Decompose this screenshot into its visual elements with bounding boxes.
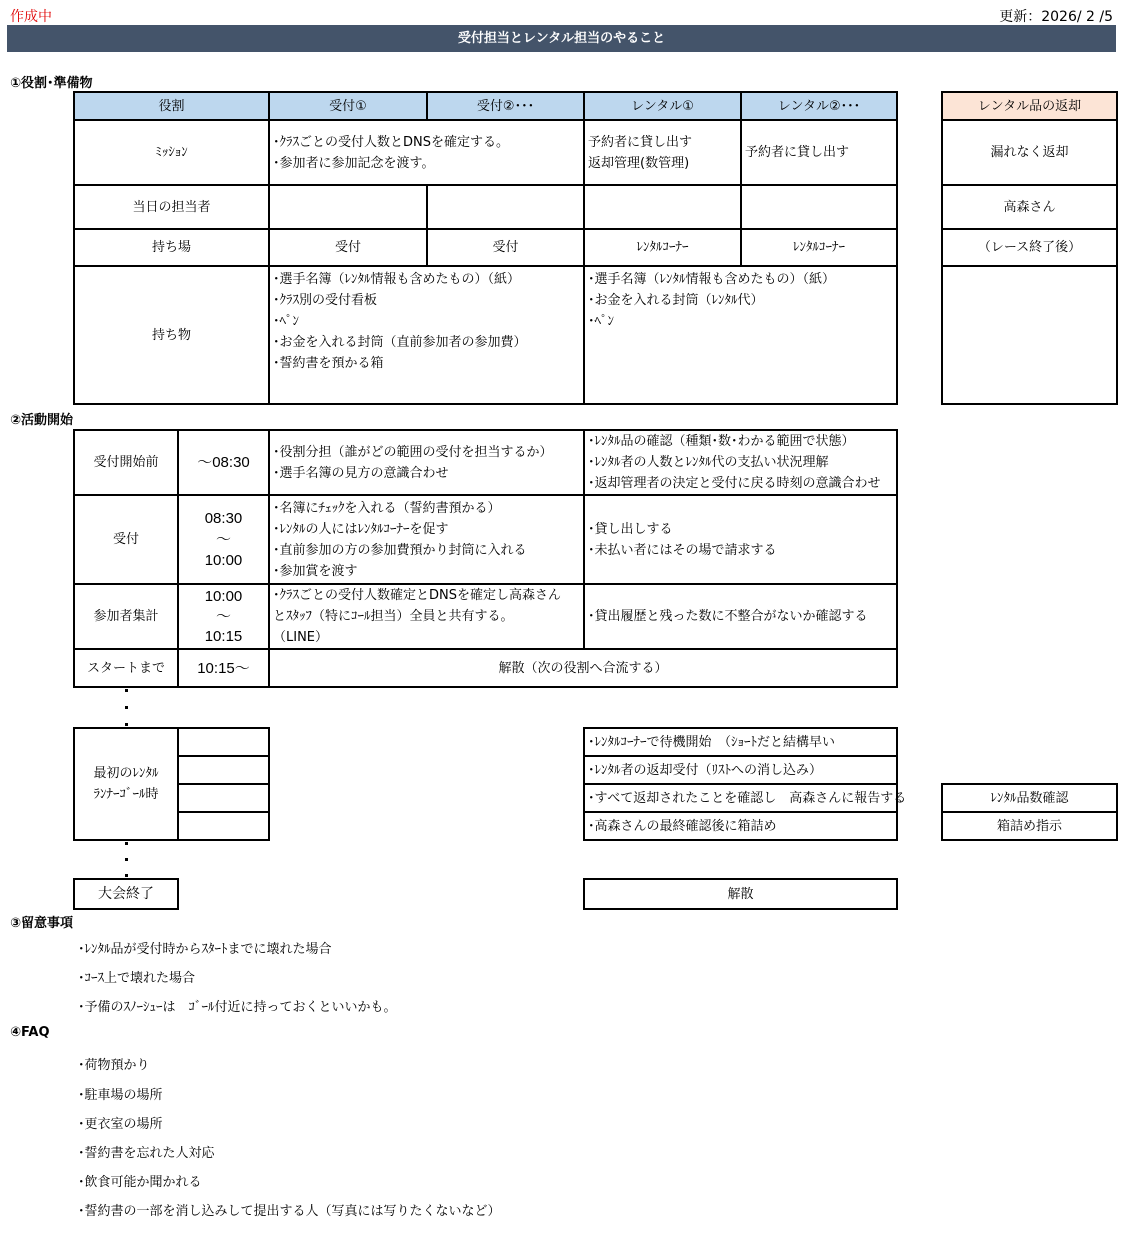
phase-rental-line: ･貸出履歴と残った数に不整合がないか確認する	[588, 609, 868, 624]
phase-label: 受付開始前	[73, 429, 179, 496]
items-rental-line: ･ﾍﾟﾝ	[588, 314, 614, 329]
updated-date: 更新：2026/ 2 /5	[999, 9, 1113, 25]
phase-reception-line: ･役割分担（誰がどの範囲の受付を担当するか）	[273, 444, 553, 460]
note-item: ･予備のｽﾉｰｼｭｰは ｺﾞｰﾙ付近に持っておくといいかも。	[78, 1000, 397, 1015]
mission-rental-2: 予約者に貸し出す	[740, 119, 898, 186]
phase-rental	[583, 429, 898, 496]
mission-rental-1	[583, 119, 742, 186]
phase-reception-line: ･直前参加の方の参加費預かり封筒に入れる	[273, 542, 527, 558]
row-label-location: 持ち場	[73, 228, 270, 267]
goal-phase-line: 最初のﾚﾝﾀﾙ	[93, 766, 159, 781]
location-reception-1: 受付	[268, 228, 428, 267]
phase-rental-line: ･ﾚﾝﾀﾙ品の確認（種類･数･わかる範囲で状態）	[588, 434, 855, 449]
goal-rental-step: ･ﾚﾝﾀﾙｺｰﾅｰで待機開始 （ｼｮｰﾄだと結構早い	[583, 727, 898, 757]
column-header-role: 役割	[73, 91, 270, 121]
continuation-dot	[125, 858, 128, 861]
phase-time-line: 10:00	[204, 552, 243, 569]
phase-time-line: 08:30	[204, 510, 243, 527]
end-phase-label: 大会終了	[73, 878, 179, 910]
page-title: 受付担当とレンタル担当のやること	[7, 25, 1116, 52]
phase-label: スタートまで	[73, 648, 179, 688]
column-header-rental-2: レンタル②･･･	[740, 91, 898, 121]
phase-time-line: 10:00	[204, 587, 243, 605]
goal-return-step: 箱詰め指示	[941, 811, 1118, 841]
continuation-dot	[125, 842, 128, 845]
goal-phase-line: ﾗﾝﾅｰｺﾞｰﾙ時	[93, 787, 159, 802]
location-rental-2: ﾚﾝﾀﾙｺｰﾅｰ	[740, 228, 898, 267]
items-rental-line: ･お金を入れる封筒（ﾚﾝﾀﾙ代）	[588, 293, 764, 308]
mission-rental-1-line: 予約者に貸し出す	[588, 134, 693, 150]
phase-rental-line: ･ﾚﾝﾀﾙ者の人数とﾚﾝﾀﾙ代の支払い状況理解	[588, 455, 829, 470]
phase-reception	[268, 583, 585, 650]
end-rental: 解散	[583, 878, 898, 910]
row-label-items: 持ち物	[73, 265, 270, 405]
phase-rental-line: ･未払い者にはその場で請求する	[588, 542, 777, 558]
column-header-reception-2: 受付②･･･	[426, 91, 585, 121]
faq-item: ･更衣室の場所	[78, 1117, 163, 1132]
items-reception	[268, 265, 585, 405]
faq-item: ･飲食可能か聞かれる	[78, 1175, 202, 1190]
status-label: 作成中	[10, 9, 52, 25]
goal-time-slot[interactable]	[177, 755, 270, 785]
mission-return: 漏れなく返却	[941, 119, 1118, 186]
items-rental-line: ･選手名簿（ﾚﾝﾀﾙ情報も含めたもの）（紙）	[588, 272, 836, 287]
mission-reception-line: ･参加者に参加記念を渡す。	[273, 155, 435, 171]
section-heading-roles: ①役割･準備物	[10, 76, 93, 91]
items-rental	[583, 265, 898, 405]
items-reception-line: ･ﾍﾟﾝ	[273, 314, 299, 329]
column-header-rental-1: レンタル①	[583, 91, 742, 121]
staff-reception-2[interactable]	[426, 184, 585, 230]
phase-reception-line: ･参加賞を渡す	[273, 563, 358, 579]
row-label-staff: 当日の担当者	[73, 184, 270, 230]
mission-reception-line: ･ｸﾗｽごとの受付人数とDNSを確定する。	[273, 134, 509, 150]
goal-phase-label	[73, 727, 179, 841]
phase-time	[177, 583, 270, 650]
phase-reception	[268, 494, 585, 585]
note-item: ･ｺｰｽ上で壊れた場合	[78, 971, 196, 986]
goal-rental-step: ･ﾚﾝﾀﾙ者の返却受付（ﾘｽﾄへの消し込み）	[583, 755, 898, 785]
items-return	[941, 265, 1118, 405]
phase-time: 10:15～	[177, 648, 270, 688]
items-reception-line: ･選手名簿（ﾚﾝﾀﾙ情報も含めたもの）（紙）	[273, 272, 521, 287]
phase-rental	[583, 583, 898, 650]
phase-time	[177, 494, 270, 585]
faq-item: ･誓約書の一部を消し込みして提出する人（写真には写りたくないなど）	[78, 1204, 501, 1219]
phase-rental-line: ･貸し出しする	[588, 521, 673, 537]
continuation-dot	[125, 874, 128, 877]
continuation-dot	[125, 706, 128, 709]
location-return: （レース終了後）	[941, 228, 1118, 267]
faq-item: ･誓約書を忘れた人対応	[78, 1146, 215, 1161]
phase-merged: 解散（次の役割へ合流する）	[268, 648, 898, 688]
phase-time-line: 10:15	[204, 627, 243, 645]
section-heading-activity: ②活動開始	[10, 413, 74, 428]
items-reception-line: ･誓約書を預かる箱	[273, 356, 384, 371]
mission-rental-1-line: 返却管理(数管理)	[588, 155, 690, 171]
goal-return-step: ﾚﾝﾀﾙ品数確認	[941, 783, 1118, 813]
phase-label: 参加者集計	[73, 583, 179, 650]
phase-reception-line: ･ﾚﾝﾀﾙの人にはﾚﾝﾀﾙｺｰﾅｰを促す	[273, 521, 449, 537]
phase-reception-line: とｽﾀｯﾌ（特にｺｰﾙ担当）全員と共有する。	[273, 609, 514, 624]
continuation-dot	[125, 689, 128, 692]
phase-reception-line: ･ｸﾗｽごとの受付人数確定とDNSを確定し高森さん	[273, 588, 561, 603]
section-heading-faq: ④FAQ	[10, 1025, 50, 1040]
goal-time-slot[interactable]	[177, 783, 270, 813]
phase-time: ～08:30	[177, 429, 270, 496]
phase-rental-line: ･返却管理者の決定と受付に戻る時刻の意識合わせ	[588, 476, 881, 491]
staff-reception-1[interactable]	[268, 184, 428, 230]
phase-time-line: ～	[215, 607, 231, 625]
continuation-dot	[125, 723, 128, 726]
staff-return: 高森さん	[941, 184, 1118, 230]
column-header-return: レンタル品の返却	[941, 91, 1118, 121]
location-rental-1: ﾚﾝﾀﾙｺｰﾅｰ	[583, 228, 742, 267]
phase-reception-line: ･名簿にﾁｪｯｸを入れる（誓約書預かる）	[273, 500, 501, 516]
phase-reception-line: ･選手名簿の見方の意識合わせ	[273, 465, 449, 481]
row-label-mission: ﾐｯｼｮﾝ	[73, 119, 270, 186]
staff-rental-2[interactable]	[740, 184, 898, 230]
phase-reception-line: （LINE）	[273, 630, 329, 645]
phase-time-line: ～	[215, 531, 231, 548]
items-reception-line: ･お金を入れる封筒（直前参加者の参加費）	[273, 335, 527, 350]
column-header-reception-1: 受付①	[268, 91, 428, 121]
phase-reception	[268, 429, 585, 496]
note-item: ･ﾚﾝﾀﾙ品が受付時からｽﾀｰﾄまでに壊れた場合	[78, 942, 332, 957]
faq-item: ･荷物預かり	[78, 1058, 150, 1073]
items-reception-line: ･ｸﾗｽ別の受付看板	[273, 293, 378, 308]
faq-item: ･駐車場の場所	[78, 1088, 163, 1103]
goal-time-slot[interactable]	[177, 727, 270, 757]
phase-label: 受付	[73, 494, 179, 585]
mission-reception	[268, 119, 585, 186]
goal-time-slot[interactable]	[177, 811, 270, 841]
phase-rental	[583, 494, 898, 585]
section-heading-notes: ③留意事項	[10, 916, 74, 931]
goal-rental-step: ･すべて返却されたことを確認し 高森さんに報告する	[583, 783, 898, 813]
goal-rental-step: ･高森さんの最終確認後に箱詰め	[583, 811, 898, 841]
location-reception-2: 受付	[426, 228, 585, 267]
staff-rental-1[interactable]	[583, 184, 742, 230]
